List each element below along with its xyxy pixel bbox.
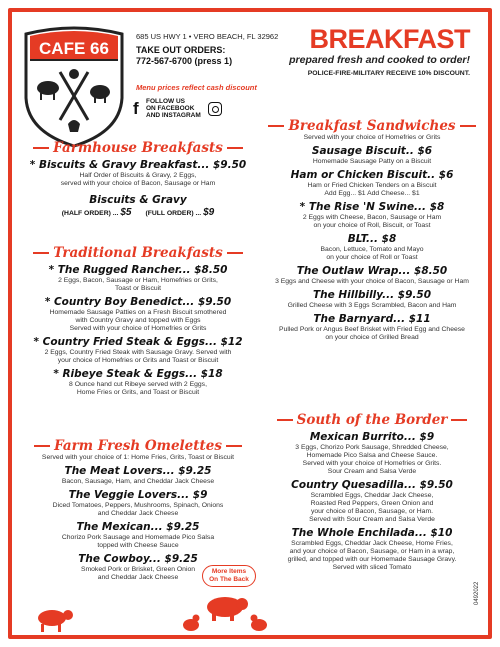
item-name-text: Sausage Biscuit.. xyxy=(311,145,414,157)
item-desc: Smoked Pork or Brisket, Green Onion xyxy=(80,566,196,573)
item-desc: 2 Eggs with Cheese, Bacon, Sausage or Ham xyxy=(302,214,442,221)
menu-item xyxy=(262,201,482,230)
half-order xyxy=(62,207,132,218)
item-desc: topped with Cheese Sauce xyxy=(97,542,179,549)
item-name xyxy=(262,313,482,326)
section-title xyxy=(20,140,256,156)
item-name-text: * Ribeye Steak & Eggs... xyxy=(53,368,198,380)
item-name xyxy=(20,296,256,309)
print-code: 0492022 xyxy=(474,581,480,605)
section-subtitle: Served with your choice of 1: Home Fries, Grits, Toast or Biscuit xyxy=(41,454,235,461)
phone-number: 772-567-6700 (press 1) xyxy=(136,56,233,66)
item-price: $9.50 xyxy=(397,289,432,301)
sandwiches-section xyxy=(262,118,482,342)
item-desc: 3 Eggs and Cheese with your choice of Bacon, Sausage or Ham xyxy=(275,278,469,285)
item-desc: your choice of Bacon, Sausage, or Ham. xyxy=(310,508,434,515)
menu-item xyxy=(262,313,482,342)
item-name-text: Mexican Burrito... xyxy=(309,431,416,443)
item-desc: Grilled Cheese with 3 Eggs Scrambled, Bacon and Ham xyxy=(287,302,457,309)
tagline: prepared fresh and cooked to order! xyxy=(289,54,470,66)
menu-item xyxy=(262,233,482,262)
item-name-text: The Mexican... xyxy=(76,521,163,533)
item-desc: Diced Tomatoes, Peppers, Mushrooms, Spinach, Onions xyxy=(52,502,224,509)
item-name-text: Country Quesadilla... xyxy=(291,479,416,491)
item-desc: and Cheddar Jack Cheese xyxy=(97,574,179,581)
item-desc: Half Order of Biscuits & Gravy, 2 Eggs, xyxy=(79,172,197,179)
menu-item xyxy=(20,368,256,397)
item-desc: on your choice of Roll or Toast xyxy=(326,254,418,261)
section-title xyxy=(262,118,482,134)
item-desc: Served with your choice of Homefries or Grits. xyxy=(302,460,442,467)
item-desc: Homemade Pico Salsa and Cheese Sauce. xyxy=(306,452,438,459)
item-name-text: The Hillbilly... xyxy=(312,289,395,301)
half-label: (HALF ORDER) ... xyxy=(61,210,119,217)
item-desc: 3 Eggs, Chorizo Pork Sausage, Shredded Cheese, xyxy=(295,444,449,451)
social-follow xyxy=(133,98,222,119)
section-title-text: Traditional Breakfasts xyxy=(53,245,223,261)
item-name xyxy=(20,368,256,381)
menu-item xyxy=(262,145,482,166)
menu-item xyxy=(20,489,256,518)
item-desc: Home Fries or Grits, and Toast or Biscuit xyxy=(76,389,200,396)
item-desc: your choice of Homefries or Grits and Toast or Biscuit xyxy=(57,357,219,364)
section-title-text: Breakfast Sandwiches xyxy=(288,118,456,134)
item-desc: Ham or Fried Chicken Tenders on a Biscuit xyxy=(307,182,437,189)
chicken-icon xyxy=(180,612,202,634)
social-line: FOLLOW US xyxy=(146,98,185,105)
item-name xyxy=(262,431,482,444)
item-desc: and your choice of Bacon, Sausage, or Ham in a wrap, xyxy=(289,548,455,555)
item-name xyxy=(20,489,256,502)
item-name xyxy=(262,265,482,278)
item-price: $8.50 xyxy=(194,264,228,276)
border-section xyxy=(262,412,482,572)
menu-item xyxy=(20,194,256,218)
cash-discount-note: Menu prices reflect cash discount xyxy=(136,83,257,92)
page-title: BREAKFAST xyxy=(309,24,470,54)
menu-item xyxy=(262,527,482,572)
item-price: $9.25 xyxy=(164,553,198,565)
item-price: $6 xyxy=(438,169,454,181)
logo-text: CAFE 66 xyxy=(39,39,109,58)
item-price: $6 xyxy=(417,145,433,157)
item-desc: 2 Eggs, Country Fried Steak with Sausage Gravy. Served with xyxy=(44,349,232,356)
takeout-label: TAKE OUT ORDERS: xyxy=(136,45,226,55)
item-name xyxy=(20,521,256,534)
section-title xyxy=(262,412,482,428)
farmhouse-section xyxy=(20,140,256,218)
facebook-icon: f xyxy=(133,99,139,118)
cafe-66-logo xyxy=(20,20,128,150)
item-desc: Served with sliced Tomato xyxy=(332,564,412,571)
item-price: $18 xyxy=(200,368,223,380)
item-desc: 8 Ounce hand cut Ribeye served with 2 Eggs, xyxy=(69,381,207,388)
bubble-line: More Items xyxy=(211,568,247,575)
item-name-text: The Barnyard... xyxy=(313,313,406,325)
item-name xyxy=(262,145,482,158)
discount-note: POLICE-FIRE-MILITARY RECEIVE 10% DISCOUNT. xyxy=(307,70,470,77)
item-name-text: The Veggie Lovers... xyxy=(68,489,190,501)
social-line: ON FACEBOOK xyxy=(146,105,195,112)
menu-item xyxy=(20,159,256,188)
item-desc: Homemade Sausage Patty on a Biscuit xyxy=(312,158,432,165)
item-desc: and Cheddar Jack Cheese xyxy=(97,510,179,517)
item-desc: Homemade Sausage Patties on a Fresh Biscuit smothered xyxy=(49,309,227,316)
chicken-icon xyxy=(248,612,270,634)
traditional-section xyxy=(20,245,256,397)
item-desc: served with your choice of Bacon, Sausage or Ham xyxy=(60,180,216,187)
item-desc: Served with your choice of Homefries or Grits xyxy=(69,325,207,332)
item-desc: Add Egg... $1 Add Cheese... $1 xyxy=(324,190,420,197)
item-desc: Chorizo Pork Sausage and Homemade Pico Salsa xyxy=(61,534,215,541)
item-name: Biscuits & Gravy xyxy=(89,194,187,206)
menu-item xyxy=(20,465,256,486)
item-price: $8 xyxy=(381,233,397,245)
menu-item xyxy=(20,264,256,293)
item-name-text: The Whole Enchilada... xyxy=(291,527,427,539)
item-name xyxy=(20,159,256,172)
item-price: $12 xyxy=(220,336,243,348)
pig-icon xyxy=(200,592,250,622)
section-title xyxy=(20,438,256,454)
item-price: $9.50 xyxy=(419,479,453,491)
menu-item xyxy=(20,296,256,333)
full-price: $9 xyxy=(203,207,215,218)
item-name-text: * Biscuits & Gravy Breakfast... xyxy=(29,159,210,171)
item-name xyxy=(262,233,482,246)
item-price: $8 xyxy=(429,201,445,213)
social-text xyxy=(146,98,201,119)
item-desc: Pulled Pork or Angus Beef Brisket with Fried Egg and Cheese xyxy=(279,326,465,333)
item-name-text: * The Rugged Rancher... xyxy=(48,264,191,276)
menu-item xyxy=(262,431,482,476)
item-desc: with Country Gravy and topped with Eggs xyxy=(75,317,201,324)
item-desc: Sour Cream and Salsa Verde xyxy=(327,468,417,475)
item-name xyxy=(20,465,256,478)
social-line: AND INSTAGRAM xyxy=(146,112,201,119)
item-desc: Scrambled Eggs, Cheddar Jack Cheese, xyxy=(310,492,434,499)
menu-item xyxy=(20,336,256,365)
item-desc: grilled, and topped with our Homemade Sausage Gravy. xyxy=(287,556,457,563)
item-name-text: BLT... xyxy=(347,233,379,245)
item-name-text: * Country Boy Benedict... xyxy=(44,296,195,308)
section-title-text: Farm Fresh Omelettes xyxy=(54,438,222,454)
instagram-icon xyxy=(208,102,222,116)
item-desc: on your choice of Roll, Biscuit, or Toast xyxy=(313,222,431,229)
item-name xyxy=(262,289,482,302)
item-desc: Served with Sour Cream and Salsa Verde xyxy=(309,516,435,523)
item-price: $9.50 xyxy=(197,296,232,308)
item-name xyxy=(20,264,256,277)
item-name xyxy=(262,169,482,182)
item-name xyxy=(262,479,482,492)
item-price: $10 xyxy=(430,527,453,539)
item-name-text: The Outlaw Wrap... xyxy=(296,265,411,277)
takeout-info xyxy=(136,45,232,67)
item-desc: on your choice of Grilled Bread xyxy=(325,334,419,341)
item-desc: Toast or Biscuit xyxy=(114,285,162,292)
menu-item xyxy=(20,521,256,550)
item-desc: Roasted Red Peppers, Green Onion and xyxy=(310,500,434,507)
item-name-text: The Meat Lovers... xyxy=(64,465,175,477)
item-price: $9 xyxy=(192,489,208,501)
item-price: $11 xyxy=(408,313,431,325)
item-name xyxy=(262,527,482,540)
item-name xyxy=(262,201,482,214)
item-price: $9.25 xyxy=(178,465,212,477)
section-title-text: South of the Border xyxy=(296,412,448,428)
half-price: $5 xyxy=(120,207,132,218)
menu-item xyxy=(262,265,482,286)
item-price: $8.50 xyxy=(414,265,448,277)
menu-item xyxy=(262,169,482,198)
address: 685 US HWY 1 • VERO BEACH, FL 32962 xyxy=(136,32,279,41)
menu-item xyxy=(262,289,482,310)
omelettes-section xyxy=(20,438,256,582)
section-subtitle: Served with your choice of Homefries or Grits xyxy=(303,134,441,141)
section-title xyxy=(20,245,256,261)
section-title-text: Farmhouse Breakfasts xyxy=(53,140,223,156)
more-items-bubble xyxy=(202,565,256,587)
item-price: $9.50 xyxy=(212,159,247,171)
cow-icon xyxy=(30,606,74,632)
item-name-text: * Country Fried Steak & Eggs... xyxy=(33,336,217,348)
item-name-text: The Cowboy... xyxy=(78,553,161,565)
item-name xyxy=(20,336,256,349)
full-label: (FULL ORDER) ... xyxy=(145,210,202,217)
item-desc: Bacon, Lettuce, Tomato and Mayo xyxy=(320,246,424,253)
full-order xyxy=(145,207,214,218)
item-name-text: * The Rise 'N Swine... xyxy=(299,201,427,213)
item-desc: 2 Eggs, Bacon, Sausage or Ham, Homefries or Grits, xyxy=(58,277,218,284)
item-price: $9 xyxy=(419,431,435,443)
bubble-line: On The Back xyxy=(209,576,249,583)
item-desc: Bacon, Sausage, Ham, and Cheddar Jack Cheese xyxy=(61,478,215,485)
item-desc: Scrambled Eggs, Cheddar Jack Cheese, Home Fries, xyxy=(291,540,453,547)
menu-item xyxy=(262,479,482,524)
item-name-text: Ham or Chicken Biscuit.. xyxy=(290,169,436,181)
gravy-prices xyxy=(20,207,256,218)
item-price: $9.25 xyxy=(166,521,200,533)
